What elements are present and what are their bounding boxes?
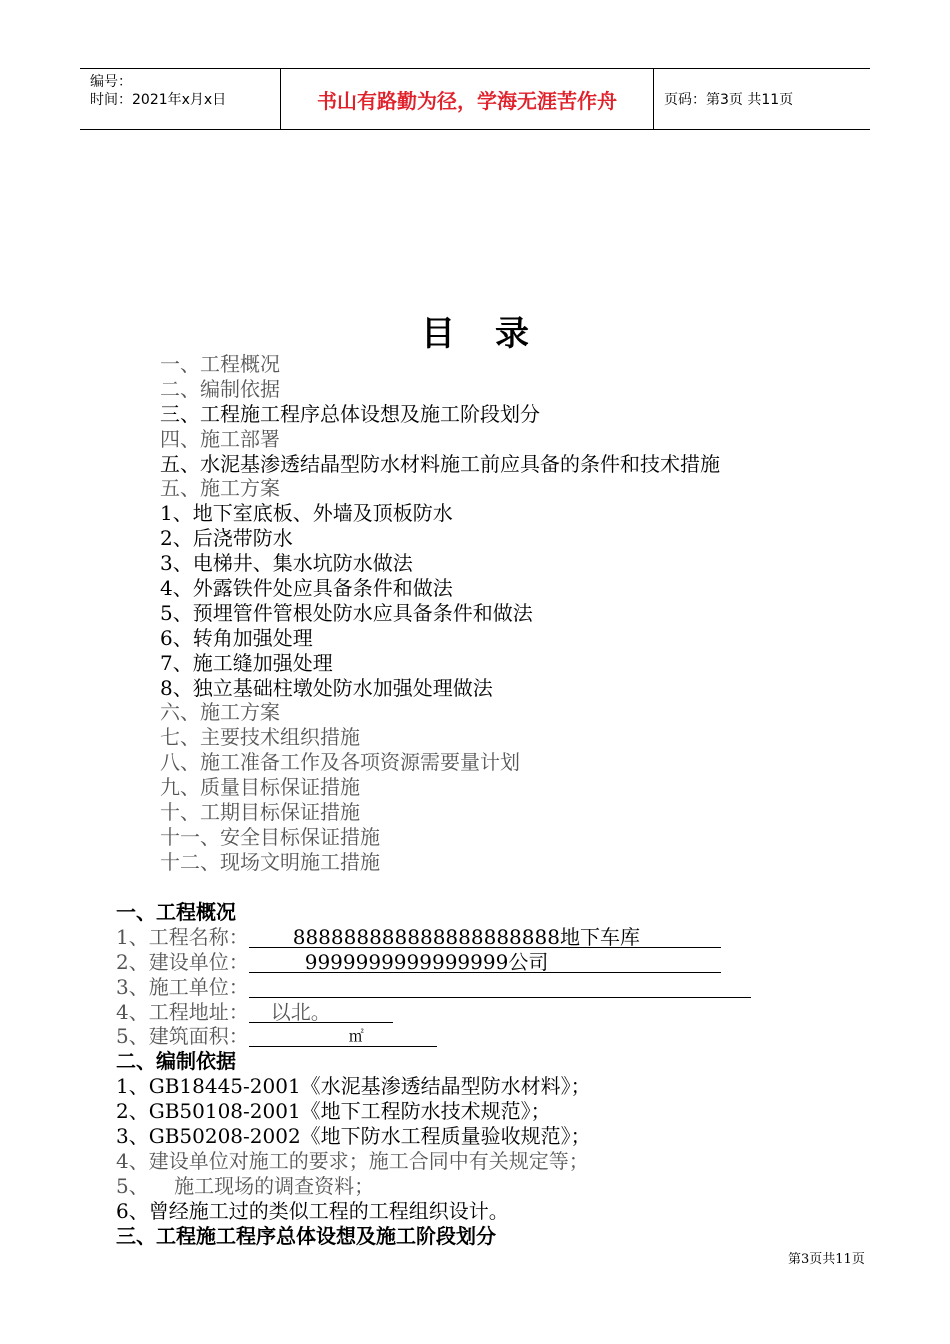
toc-item: 二、编制依据 <box>160 376 280 401</box>
toc-item: 6、转角加强处理 <box>160 625 313 650</box>
page-header <box>80 68 870 130</box>
toc-item: 五、施工方案 <box>160 476 280 501</box>
field-value: 9999999999999999公司 <box>304 949 549 974</box>
field-label: 5、建筑面积： <box>116 1024 249 1049</box>
toc-item: 2、后浇带防水 <box>160 526 293 551</box>
field-label: 2、建设单位： <box>116 949 249 974</box>
header-info-cell <box>80 69 281 129</box>
toc-item: 一、工程概况 <box>160 352 280 376</box>
toc-item: 十、工期目标保证措施 <box>160 800 360 825</box>
contractor-row <box>116 975 751 1000</box>
header-page-cell <box>654 69 870 129</box>
toc-item: 十一、安全目标保证措施 <box>160 824 380 849</box>
toc-item: 5、预埋管件管根处防水应具备条件和做法 <box>160 600 533 625</box>
toc-item: 八、施工准备工作及各项资源需要量计划 <box>160 750 520 775</box>
toc-item: 七、主要技术组织措施 <box>160 725 360 750</box>
header-motto: 书山有路勤为径，学海无涯苦作舟 <box>281 69 654 129</box>
section-heading: 三、工程施工程序总体设想及施工阶段划分 <box>116 1223 496 1248</box>
field-value: ㎡ <box>348 1027 364 1046</box>
basis-item: 2、GB50108-2001《地下工程防水技术规范》； <box>116 1099 551 1124</box>
document-body <box>116 900 751 1248</box>
toc-item: 4、外露铁件处应具备条件和做法 <box>160 576 453 601</box>
toc-item: 五、水泥基渗透结晶型防水材料施工前应具备的条件和技术措施 <box>160 451 720 476</box>
basis-item: 6、曾经施工过的类似工程的工程组织设计。 <box>116 1198 509 1223</box>
field-label: 3、施工单位： <box>116 974 249 999</box>
toc-item: 四、施工部署 <box>160 426 280 451</box>
page-label: 页码：第3页 共11页 <box>664 92 794 108</box>
basis-item: 1、GB18445-2001《水泥基渗透结晶型防水材料》； <box>116 1074 591 1099</box>
section-heading: 二、编制依据 <box>116 1049 236 1074</box>
field-value: 以北。 <box>270 999 331 1024</box>
table-of-contents <box>160 352 720 875</box>
toc-item: 3、电梯井、集水坑防水做法 <box>160 551 413 576</box>
area-row <box>116 1024 751 1049</box>
field-underline <box>249 1024 437 1047</box>
toc-item: 九、质量目标保证措施 <box>160 775 360 800</box>
address-row <box>116 1000 751 1025</box>
field-underline <box>249 950 721 973</box>
toc-item: 1、地下室底板、外墙及顶板防水 <box>160 501 453 526</box>
toc-item: 7、施工缝加强处理 <box>160 650 333 675</box>
toc-title: 目录 <box>421 314 569 354</box>
project-name-row <box>116 925 751 950</box>
number-label: 编号： <box>90 74 132 90</box>
field-label: 4、工程地址： <box>116 999 249 1024</box>
field-underline <box>249 925 721 948</box>
page-footer: 第3页共11页 <box>788 1252 865 1267</box>
toc-item: 三、工程施工程序总体设想及施工阶段划分 <box>160 401 540 426</box>
basis-item: 3、GB50208-2002《地下防水工程质量验收规范》； <box>116 1124 591 1149</box>
toc-item: 十二、现场文明施工措施 <box>160 849 380 874</box>
basis-item: 5、 施工现场的调查资料； <box>116 1173 375 1198</box>
toc-item: 六、施工方案 <box>160 700 280 725</box>
field-value: 888888888888888888888地下车库 <box>292 924 640 949</box>
time-label: 时间：2021年x月x日 <box>90 92 227 108</box>
toc-item: 8、独立基础柱墩处防水加强处理做法 <box>160 675 493 700</box>
basis-item: 4、建设单位对施工的要求；施工合同中有关规定等； <box>116 1148 589 1173</box>
client-row <box>116 950 751 975</box>
field-underline <box>249 1000 393 1023</box>
section-heading: 一、工程概况 <box>116 900 236 924</box>
field-underline <box>249 975 751 998</box>
field-label: 1、工程名称： <box>116 924 249 949</box>
